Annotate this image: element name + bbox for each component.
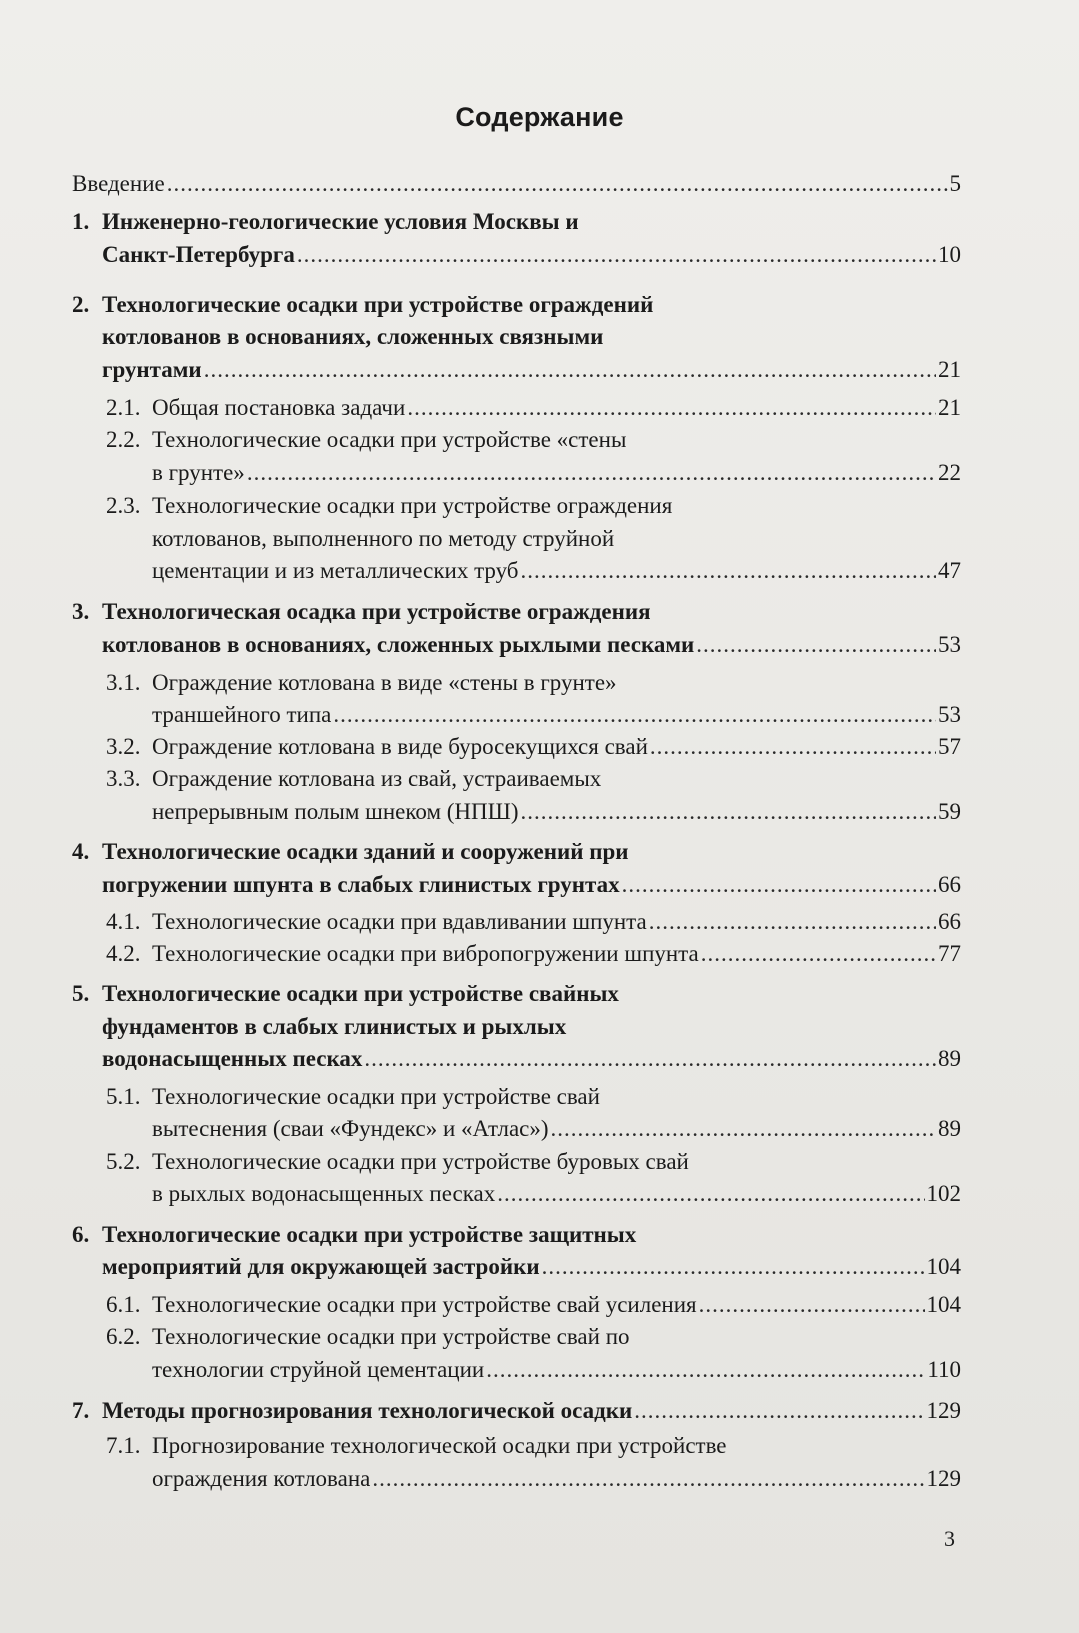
dot-leader — [497, 1179, 924, 1209]
toc-entry-number: 7.1. — [106, 1433, 141, 1458]
toc-entry-text: технологии струйной цементации — [152, 1357, 485, 1382]
dot-leader — [297, 240, 936, 270]
toc-entry-intro[interactable] — [72, 169, 961, 199]
toc-entry-number: 4. — [72, 839, 90, 864]
toc-entry-number: 4.1. — [106, 909, 141, 934]
toc-page-number: 110 — [927, 1357, 961, 1382]
toc-page-number: 53 — [938, 632, 961, 657]
toc-entry-5-2-line2[interactable] — [152, 1179, 961, 1209]
toc-entry-text: котлованов в основаниях, сложенных связными — [102, 324, 604, 349]
toc-entry-2-2-line2[interactable] — [152, 458, 961, 488]
toc-page-number: 5 — [949, 171, 961, 196]
toc-page-number: 66 — [938, 872, 961, 897]
toc-page-number: 10 — [938, 242, 961, 267]
toc-entry-number: 3.3. — [106, 766, 141, 791]
dot-leader — [486, 1355, 925, 1385]
dot-leader — [622, 870, 936, 900]
toc-entry-text: цементации и из металлических труб — [152, 558, 519, 583]
toc-entry-number: 5. — [72, 981, 90, 1006]
dot-leader — [701, 939, 936, 969]
toc-entry-7-1-line1[interactable] — [106, 1431, 961, 1461]
toc-entry-text: Технологические осадки при устройстве свай усиления — [152, 1292, 697, 1317]
toc-entry-text: Прогнозирование технологической осадки при устройстве — [152, 1433, 727, 1458]
toc-entry-text: Технологические осадки при устройстве «стены — [152, 427, 627, 452]
toc-entry-5-1-line1[interactable] — [106, 1082, 961, 1112]
toc-entry-text: в грунте» — [152, 460, 245, 485]
toc-entry-text: Технологические осадки при устройстве свай — [152, 1084, 600, 1109]
toc-entry-number: 5.1. — [106, 1084, 141, 1109]
toc-entry-text: Технологические осадки зданий и сооружений при — [102, 839, 629, 864]
dot-leader — [696, 630, 936, 660]
toc-entry-text: грунтами — [102, 357, 202, 382]
toc-entry-3-3-line2[interactable] — [152, 797, 961, 827]
toc-entry-number: 4.2. — [106, 941, 141, 966]
toc-entry-text: Инженерно-геологические условия Москвы и — [102, 209, 579, 234]
toc-entry-6-2-line1[interactable] — [106, 1322, 961, 1352]
toc-entry-text: Общая постановка задачи — [152, 395, 406, 420]
toc-entry-text: Технологические осадки при устройстве буровых свай — [152, 1149, 689, 1174]
toc-page-number: 89 — [938, 1116, 961, 1141]
dot-leader — [372, 1464, 924, 1494]
toc-page-number: 104 — [926, 1254, 961, 1279]
toc-page-number: 77 — [938, 941, 961, 966]
toc-entry-text: Технологические осадки при вибропогружении шпунта — [152, 941, 699, 966]
toc-entry-7[interactable] — [72, 1396, 961, 1426]
toc-entry-text: котлованов в основаниях, сложенных рыхлыми песками — [102, 632, 695, 657]
toc-entry-2-3-line2[interactable] — [152, 524, 961, 554]
toc-entry-2-2-line1[interactable] — [106, 425, 961, 455]
toc-entry-6-line1[interactable] — [72, 1220, 961, 1250]
toc-entry-text: Технологические осадки при устройстве свайных — [102, 981, 619, 1006]
toc-entry-text: котлованов, выполненного по методу струйной — [152, 526, 615, 551]
toc-entry-text: Технологическая осадка при устройстве ограждения — [102, 599, 651, 624]
toc-entry-text: Технологические осадки при устройстве защитных — [102, 1222, 637, 1247]
toc-page-number: 129 — [926, 1398, 961, 1423]
toc-entry-text: Санкт-Петербурга — [102, 242, 295, 267]
dot-leader — [699, 1290, 925, 1320]
toc-entry-text: в рыхлых водонасыщенных песках — [152, 1181, 496, 1206]
toc-entry-7-1-line2[interactable] — [152, 1464, 961, 1494]
toc-entry-4-1[interactable] — [106, 907, 961, 937]
toc-entry-3-line2[interactable] — [102, 630, 961, 660]
toc-entry-text: погружении шпунта в слабых глинистых грунтах — [102, 872, 620, 897]
toc-entry-2-line3[interactable] — [102, 355, 961, 385]
toc-entry-number: 3. — [72, 599, 90, 624]
toc-entry-2-3-line1[interactable] — [106, 491, 961, 521]
toc-entry-2-line2[interactable] — [102, 322, 961, 352]
toc-entry-3-1-line1[interactable] — [106, 668, 961, 698]
toc-entry-number: 6.1. — [106, 1292, 141, 1317]
toc-entry-number: 1. — [72, 209, 90, 234]
dot-leader — [551, 1114, 936, 1144]
toc-entry-text: Технологические осадки при устройстве ограждений — [102, 292, 654, 317]
toc-entry-number: 5.2. — [106, 1149, 141, 1174]
toc-entry-text: Технологические осадки при устройстве ограждения — [152, 493, 673, 518]
toc-page-number: 89 — [938, 1046, 961, 1071]
toc-entry-5-line1[interactable] — [72, 979, 961, 1009]
dot-leader — [542, 1252, 925, 1282]
toc-entry-text: водонасыщенных песках — [102, 1046, 363, 1071]
toc-entry-3-2[interactable] — [106, 732, 961, 762]
toc-entry-4-line2[interactable] — [102, 870, 961, 900]
toc-entry-text: Ограждение котлована в виде буросекущихся свай — [152, 734, 648, 759]
dot-leader — [407, 393, 936, 423]
toc-entry-6-2-line2[interactable] — [152, 1355, 961, 1385]
toc-entry-2-3-line3[interactable] — [152, 556, 961, 586]
toc-page-number: 47 — [938, 558, 961, 583]
toc-entry-text: фундаментов в слабых глинистых и рыхлых — [102, 1014, 567, 1039]
toc-entry-3-line1[interactable] — [72, 597, 961, 627]
toc-entry-5-1-line2[interactable] — [152, 1114, 961, 1144]
dot-leader — [364, 1044, 936, 1074]
dot-leader — [521, 556, 937, 586]
toc-entry-1-line2[interactable] — [102, 240, 961, 270]
page-number: 3 — [944, 1526, 955, 1551]
dot-leader — [649, 907, 936, 937]
toc-entry-number: 2.1. — [106, 395, 141, 420]
toc-page-number: 129 — [926, 1466, 961, 1491]
toc-entry-text: траншейного типа — [152, 702, 332, 727]
toc-entry-number: 6. — [72, 1222, 90, 1247]
toc-entry-1-line1[interactable] — [72, 207, 961, 237]
toc-page-number: 57 — [938, 734, 961, 759]
toc-entry-number: 6.2. — [106, 1324, 141, 1349]
dot-leader — [247, 458, 936, 488]
toc-entry-text: Методы прогнозирования технологической осадки — [102, 1398, 633, 1423]
toc-entry-5-line3[interactable] — [102, 1044, 961, 1074]
toc-entry-number: 3.2. — [106, 734, 141, 759]
toc-entry-text: мероприятий для окружающей застройки — [102, 1254, 540, 1279]
dot-leader — [167, 169, 948, 199]
toc-page-number: 104 — [926, 1292, 961, 1317]
toc-entry-number: 2. — [72, 292, 90, 317]
toc-page-number: 66 — [938, 909, 961, 934]
toc-entry-number: 3.1. — [106, 670, 141, 695]
toc-entry-number: 2.2. — [106, 427, 141, 452]
toc-page-number: 59 — [938, 799, 961, 824]
page-title: Содержание — [455, 102, 624, 132]
toc-page-number: 21 — [938, 357, 961, 382]
dot-leader — [650, 732, 936, 762]
toc-entry-text: ограждения котлована — [152, 1466, 371, 1491]
toc-entry-text: Ограждение котлована из свай, устраиваемых — [152, 766, 602, 791]
toc-entry-text: Ограждение котлована в виде «стены в грунте» — [152, 670, 617, 695]
toc-entry-text: вытеснения (сваи «Фундекс» и «Атлас») — [152, 1116, 549, 1141]
toc-entry-4-2[interactable] — [106, 939, 961, 969]
toc-entry-2-1[interactable] — [106, 393, 961, 423]
toc-page-number: 21 — [938, 395, 961, 420]
toc-entry-2-line1[interactable] — [72, 290, 961, 320]
toc-entry-6-line2[interactable] — [102, 1252, 961, 1282]
toc-page-number: 102 — [926, 1181, 961, 1206]
toc-entry-text: Технологические осадки при устройстве свай по — [152, 1324, 630, 1349]
toc-entry-5-2-line1[interactable] — [106, 1147, 961, 1177]
toc-entry-number: 2.3. — [106, 493, 141, 518]
toc-entry-text: Введение — [72, 171, 165, 196]
toc-entry-number: 7. — [72, 1398, 90, 1423]
dot-leader — [634, 1396, 924, 1426]
toc-entry-3-3-line1[interactable] — [106, 764, 961, 794]
toc-page-number: 53 — [938, 702, 961, 727]
toc-entry-4-line1[interactable] — [72, 837, 961, 867]
toc-page-number: 22 — [938, 460, 961, 485]
toc-entry-5-line2[interactable] — [102, 1012, 961, 1042]
toc-entry-text: Технологические осадки при вдавливании шпунта — [152, 909, 647, 934]
dot-leader — [204, 355, 936, 385]
toc-entry-6-1[interactable] — [106, 1290, 961, 1320]
toc-entry-text: непрерывным полым шнеком (НПШ) — [152, 799, 519, 824]
toc-entry-3-1-line2[interactable] — [152, 700, 961, 730]
dot-leader — [521, 797, 937, 827]
dot-leader — [333, 700, 936, 730]
